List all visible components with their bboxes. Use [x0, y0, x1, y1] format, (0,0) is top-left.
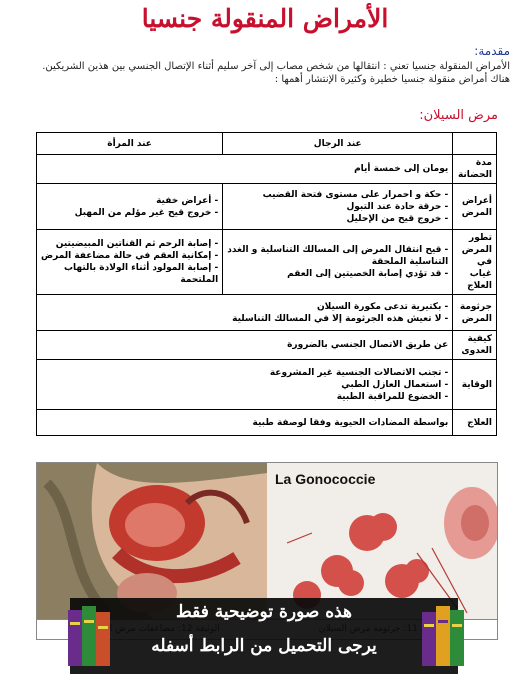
- corner-cell: [453, 133, 497, 155]
- row-label: كيفية العدوى: [453, 331, 497, 360]
- books-icon: [418, 600, 470, 672]
- table-row: [37, 184, 497, 230]
- row-label: العلاج: [453, 410, 497, 436]
- germ-cell: [37, 295, 453, 331]
- page-title: الأمراض المنقولة جنسيا: [141, 4, 389, 33]
- cell-line: - خروج قيح غير مؤلم من المهبل: [74, 207, 219, 218]
- col-header-men: عند الرجال: [223, 133, 453, 155]
- table-row: [37, 331, 497, 360]
- cell-line: - حرقة حادة عند التبول: [346, 201, 449, 212]
- table-row: [37, 295, 497, 331]
- cell-line: - إصابة الرحم ثم القناتين المبيضيتين: [55, 239, 219, 249]
- intro-line: هناك أمراض منقولة جنسيا خطيرة وكثيرة الإنتشار أهمها :: [274, 74, 510, 85]
- cell-line: - قيح انتقال المرض إلى المسالك التناسلية و الغدد: [227, 245, 449, 255]
- disease-table: [36, 132, 497, 436]
- gonococcus-micrograph: [267, 463, 498, 620]
- cell-line: - لا تعيش هذه الجرثومة إلا في المسالك التناسلية: [232, 313, 449, 324]
- cell-line: - استعمال العازل الطبي: [341, 379, 449, 390]
- section-heading: مرض السيلان:: [419, 108, 498, 123]
- row-label: جرثومة المرض: [453, 295, 497, 331]
- prevention-cell: [37, 360, 453, 410]
- intro-heading: مقدمة:: [474, 44, 510, 58]
- treatment-cell: بواسطة المضادات الحيوية وفقا لوصفة طبية: [37, 410, 453, 436]
- symptoms-women-cell: [37, 184, 223, 230]
- table-row: [37, 230, 497, 295]
- cell-line: الملتحمة: [180, 275, 219, 285]
- figure-strip: [36, 462, 498, 620]
- cell-line: - إصابة المولود أثناء الولادة بالتهاب: [64, 263, 219, 273]
- banner-line-1: هذه صورة توضيحية فقط: [175, 602, 353, 622]
- cell-line: - تجنب الاتصالات الجنسية غير المشروعة: [269, 367, 449, 378]
- row-label: مدة الحضانة: [453, 155, 497, 184]
- table-header-row: [37, 133, 497, 155]
- intro-text: [15, 60, 510, 86]
- col-header-women: عند المرأة: [37, 133, 223, 155]
- cell-line: التناسلية الملحقة: [371, 257, 449, 267]
- symptoms-men-cell: [223, 184, 453, 230]
- cell-line: - قد تؤدي إصابة الخصيتين إلى العقم: [287, 269, 449, 279]
- cell-line: - أعراض خفية: [156, 195, 219, 206]
- table-row: [37, 155, 497, 184]
- row-label: تطور المرض في غياب العلاج: [453, 230, 497, 295]
- progression-men-cell: [223, 230, 453, 295]
- cell-line: - حكة و احمرار على مستوى فتحة القضيب: [262, 189, 449, 200]
- anatomy-illustration: [37, 463, 267, 620]
- transmission-cell: عن طريق الاتصال الجنسي بالضرورة: [37, 331, 453, 360]
- cell-line: - إمكانية العقم في حالة مضاعفة المرض: [41, 251, 219, 261]
- figure-title: La Gonococcie: [275, 471, 376, 487]
- table-row: [37, 360, 497, 410]
- cell-line: - خروج قيح من الإحليل: [346, 213, 449, 224]
- books-icon: [64, 600, 116, 672]
- row-label: الوقاية: [453, 360, 497, 410]
- anatomy-drawing: [37, 463, 267, 620]
- incubation-cell: يومان إلى خمسة أيام: [37, 155, 453, 184]
- cell-line: - الخضوع للمراقبة الطبية: [336, 391, 449, 402]
- cell-line: - بكتيرية تدعى مكورة السيلان: [317, 301, 449, 312]
- intro-line: الأمراض المنقولة جنسيا تعني : انتقالها من شخص مصاب إلى آخر سليم أثناء الإتصال الجنسي بين هذين الشريكين.: [42, 61, 510, 72]
- progression-women-cell: [37, 230, 223, 295]
- download-banner: [70, 598, 458, 674]
- row-label: أعراض المرض: [453, 184, 497, 230]
- table-row: [37, 410, 497, 436]
- banner-line-2: يرجى التحميل من الرابط أسفله: [151, 636, 377, 656]
